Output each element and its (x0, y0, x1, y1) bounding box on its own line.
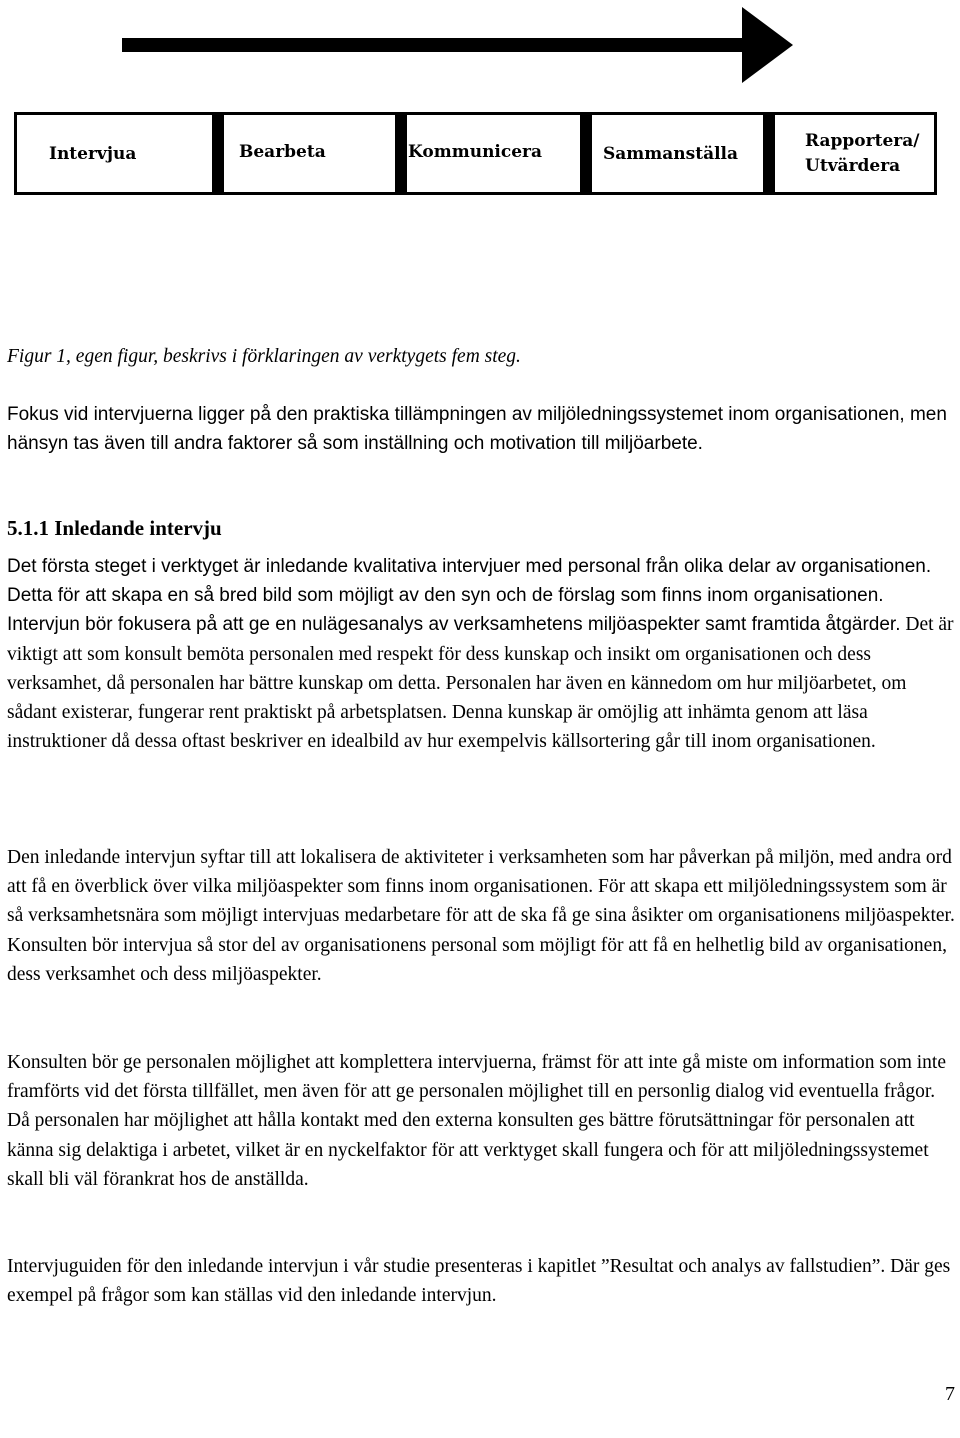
paragraph-guide: Intervjuguiden för den inledande intervjun i vår studie presenteras i kapitlet ”Resultat och analys av fallstudien”. Där ges exempel på frågor som kan ställas vid den inledande intervjun. (7, 1256, 951, 1307)
step-sammanstalla: Sammanställa (603, 144, 739, 164)
paragraph-purpose: Den inledande intervjun syftar till att lokalisera de aktiviteter i verksamheten som har påverkan på miljön, med andra ord att få en överblick över vilka miljöaspekter som finns inom organisationen. För att skapa ett miljöledningssystem som är så verksamhetsnära som möjligt intervjuas medarbetare för att de ska få ge sina åsikter om organisationens miljöaspekter. Konsulten bör intervjua så stor del av organisationens personal som möjligt för att få en helhetlig bild av organisationen, dess verksamhet och dess miljöaspekter. (7, 847, 955, 985)
intro-paragraph: Fokus vid intervjuerna ligger på den praktiska tillämpningen av miljöledningssystemet inom organisationen, men hänsyn tas även till andra faktorer så som inställning och motivation till miljöarbete. (7, 404, 947, 455)
step-kommunicera: Kommunicera (408, 142, 543, 162)
section-rest-text: Det är viktigt att som konsult bemöta personalen med respekt för dess kunskap och insikt om organisationen och dess verksamhet, då personalen har bättre kunskap om detta. Personalen har även en kännedom om hur miljöarbetet, om sådant existerar, fungerar rent praktiskt på arbetsplatsen. Denna kunskap är omöjlig att inhämta genom att läsa instruktioner då dessa oftast beskriver en idealbild av hur exempelvis källsortering går till inom organisationen. (7, 614, 954, 753)
divider (763, 114, 775, 193)
step-rapportera: Rapportera/ (805, 131, 920, 151)
section-paragraph (7, 552, 959, 756)
section-heading: 5.1.1 Inledande intervju (7, 516, 222, 540)
figure-caption: Figur 1, egen figur, beskrivs i förklaringen av verktygets fem steg. (7, 346, 521, 367)
divider (212, 114, 224, 193)
section-lead-text: Det första steget i verktyget är inledande kvalitativa intervjuer med personal från olika delar av organisationen. Detta för att skapa en så bred bild som möjligt av den syn och de förslag som finns inom organisationen. Intervjun bör fokusera på att ge en nulägesanalys av verksamhetens miljöaspekter samt framtida åtgärder. (7, 556, 932, 636)
step-utvardera: Utvärdera (805, 156, 901, 176)
paragraph-complement: Konsulten bör ge personalen möjlighet att komplettera intervjuerna, främst för att inte gå miste om information som inte framförts vid det första tillfället, men även för att ge personalen möjlighet till en personlig dialog vid eventuella frågor. Då personalen har möjlighet att hålla kontakt med den externa konsulten ges bättre förutsättningar för personalen att känna sig delaktiga i arbetet, vilket är en nyckelfaktor för att verktyget skall fungera och för att miljöledningssystemet skall bli väl förankrat hos de anställda. (7, 1052, 947, 1190)
arrow-head (742, 7, 793, 83)
arrow-shaft (122, 38, 744, 52)
process-diagram (0, 0, 960, 205)
step-intervjua: Intervjua (49, 144, 137, 164)
step-bearbeta: Bearbeta (239, 142, 326, 162)
divider (580, 114, 592, 193)
divider (395, 114, 407, 193)
page-number: 7 (945, 1383, 955, 1405)
